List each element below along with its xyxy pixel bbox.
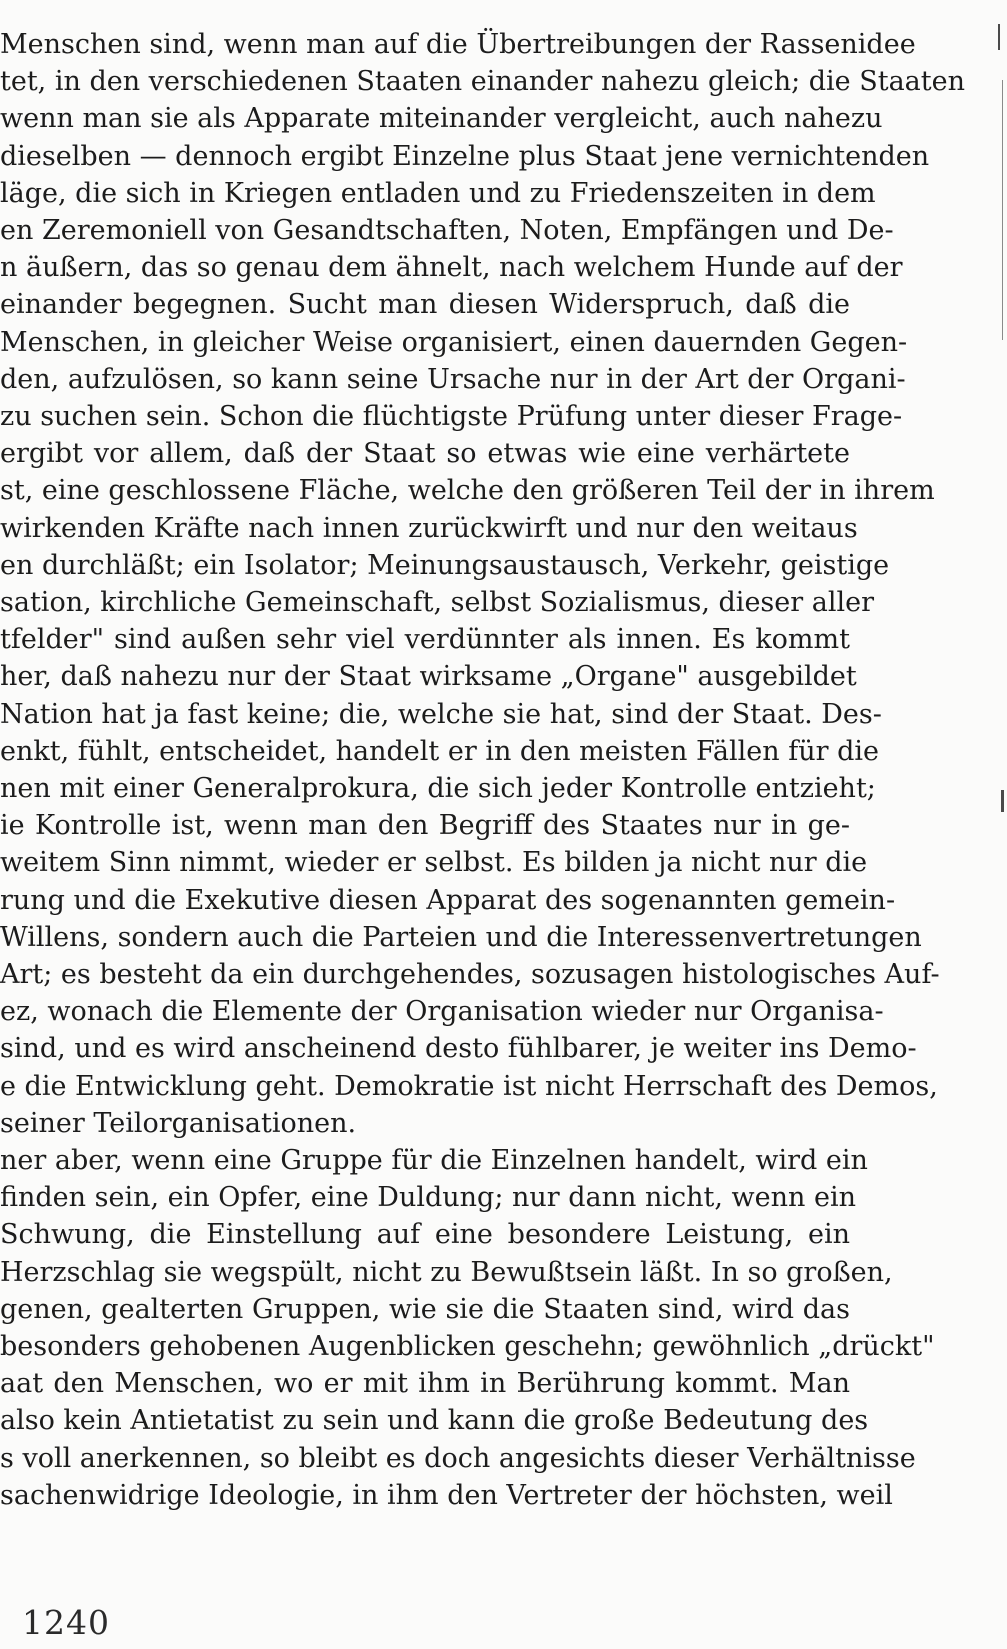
text-line: s voll anerkennen, so bleibt es doch angesichts dieser Verhältnisse <box>0 1443 916 1474</box>
text-line: en durchläßt; ein Isolator; Meinungsaustausch, Verkehr, geistige <box>0 550 890 581</box>
text-line: tet, in den verschiedenen Staaten einander nahezu gleich; die Staaten <box>0 66 965 97</box>
text-line: den, aufzulösen, so kann seine Ursache nur in der Art der Organi- <box>0 364 906 395</box>
text-line: sind, und es wird anscheinend desto fühlbarer, je weiter ins Demo- <box>0 1033 917 1064</box>
text-line: sachenwidrige Ideologie, in ihm den Vertreter der höchsten, weil <box>0 1480 893 1511</box>
text-line: besonders gehobenen Augenblicken geschehn; gewöhnlich „drückt" <box>0 1331 935 1362</box>
text-line: en Zeremoniell von Gesandtschaften, Noten, Empfängen und De- <box>0 215 894 246</box>
text-line: ie Kontrolle ist, wenn man den Begriff des Staates nur in ge- <box>0 810 850 841</box>
text-line: ergibt vor allem, daß der Staat so etwas wie eine verhärtete <box>0 438 850 469</box>
text-line: dieselben — dennoch ergibt Einzelne plus Staat jene vernichtenden <box>0 141 930 172</box>
text-line: rung und die Exekutive diesen Apparat des sogenannten gemein- <box>0 885 896 916</box>
text-line: e die Entwicklung geht. Demokratie ist nicht Herrschaft des Demos, <box>0 1071 938 1102</box>
text-line: tfelder" sind außen sehr viel verdünnter als innen. Es kommt <box>0 624 850 655</box>
text-line: einander begegnen. Sucht man diesen Widerspruch, daß die <box>0 289 850 320</box>
text-line: also kein Antietatist zu sein und kann die große Bedeutung des <box>0 1405 869 1436</box>
page-number: 1240 <box>22 1603 110 1642</box>
text-line: Schwung, die Einstellung auf eine besondere Leistung, ein <box>0 1219 850 1250</box>
text-line: her, daß nahezu nur der Staat wirksame „Organe" ausgebildet <box>0 661 857 692</box>
scan-edge <box>990 20 1007 1649</box>
text-line: st, eine geschlossene Fläche, welche den größeren Teil der in ihrem <box>0 475 935 506</box>
text-line: n äußern, das so genau dem ähnelt, nach welchem Hunde auf der <box>0 252 903 283</box>
text-line: seiner Teilorganisationen. <box>0 1108 357 1139</box>
text-line: Herzschlag sie wegspült, nicht zu Bewußtsein läßt. In so großen, <box>0 1257 893 1288</box>
text-line: zu suchen sein. Schon die flüchtigste Prüfung unter dieser Frage- <box>0 401 903 432</box>
scan-edge-mark <box>1002 80 1003 340</box>
text-line: ez, wonach die Elemente der Organisation wieder nur Organisa- <box>0 996 884 1027</box>
scan-edge-mark <box>998 24 1000 50</box>
scan-edge-mark <box>1001 790 1004 812</box>
text-line: ner aber, wenn eine Gruppe für die Einzelnen handelt, wird ein <box>0 1145 868 1176</box>
text-line: läge, die sich in Kriegen entladen und zu Friedenszeiten in dem <box>0 178 876 209</box>
text-line: enkt, fühlt, entscheidet, handelt er in den meisten Fällen für die <box>0 736 880 767</box>
text-line: genen, gealterten Gruppen, wie sie die Staaten sind, wird das <box>0 1294 850 1325</box>
text-line: wenn man sie als Apparate miteinander vergleicht, auch nahezu <box>0 103 883 134</box>
text-line: Nation hat ja fast keine; die, welche sie hat, sind der Staat. Des- <box>0 699 882 730</box>
text-line: nen mit einer Generalprokura, die sich jeder Kontrolle entzieht; <box>0 773 876 804</box>
text-line: Willens, sondern auch die Parteien und die Interessenvertretungen <box>0 922 922 953</box>
text-line: wirkenden Kräfte nach innen zurückwirft und nur den weitaus <box>0 513 858 544</box>
text-line: weitem Sinn nimmt, wieder er selbst. Es bilden ja nicht nur die <box>0 847 868 878</box>
text-line: Menschen sind, wenn man auf die Übertreibungen der Rassenidee <box>0 29 916 60</box>
text-line: Art; es besteht da ein durchgehendes, sozusagen histologisches Auf- <box>0 959 940 990</box>
text-line: Menschen, in gleicher Weise organisiert, einen dauernden Gegen- <box>0 327 908 358</box>
text-line: aat den Menschen, wo er mit ihm in Berührung kommt. Man <box>0 1368 850 1399</box>
text-line: finden sein, ein Opfer, eine Duldung; nur dann nicht, wenn ein <box>0 1182 857 1213</box>
text-line: sation, kirchliche Gemeinschaft, selbst Sozialismus, dieser aller <box>0 587 874 618</box>
